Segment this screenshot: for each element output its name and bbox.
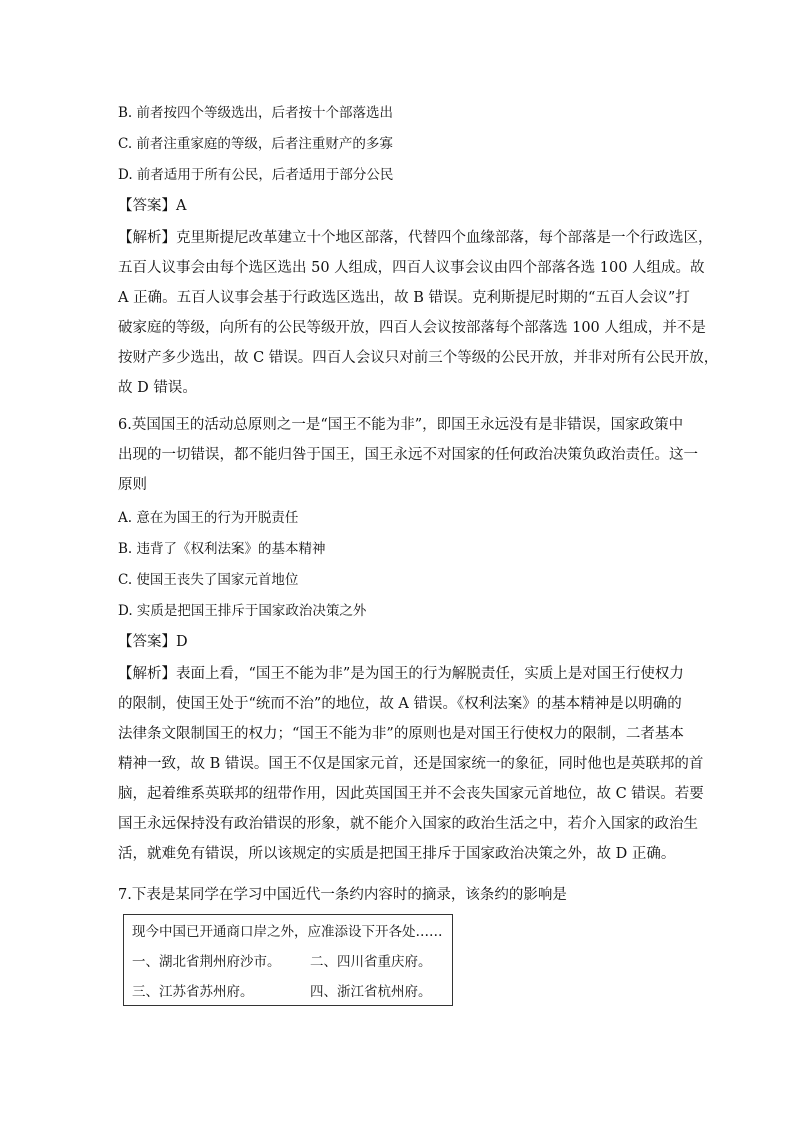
table-row [124, 945, 453, 975]
q6-answer [118, 632, 188, 652]
analysis-line: 国王永远保持没有政治错误的形象，就不能介入国家的政治生活之中，若介入国家的政治生 [118, 816, 698, 832]
q6-option-a: A. 意在为国王的行为开脱责任 [118, 510, 299, 526]
stem-line: 6.英国国王的活动总原则之一是“国王不能为非”，即国王永远没有是非错误，国家政策中 [118, 417, 684, 433]
q5-analysis [118, 223, 719, 403]
analysis-line: 法律条文限制国王的权力；“国王不能为非”的原则也是对国王行使权力的限制，二者基本 [118, 726, 684, 742]
analysis-label: 【解析】 [118, 230, 176, 246]
q6-option-b: B. 违背了《权利法案》的基本精神 [118, 541, 326, 557]
stem-line: 出现的一切错误，都不能归咎于国王，国王永远不对国家的任何政治决策负政治责任。这一 [118, 447, 698, 463]
table-cell: 一、湖北省荆州府沙市。 [132, 954, 281, 970]
analysis-line: 破家庭的等级，向所有的公民等级开放，四百人会议按部落每个部落选 100 人组成，并不是 [118, 320, 706, 336]
table-row [124, 915, 453, 946]
answer-label: 【答案】 [118, 634, 176, 650]
table-cell: 二、四川省重庆府。 [310, 954, 432, 970]
answer-label: 【答案】 [118, 198, 176, 214]
table-row [124, 975, 453, 1006]
analysis-line: 精神一致，故 B 错误。国王不仅是国家元首，还是国家统一的象征，同时他也是英联邦的首 [118, 756, 704, 772]
analysis-label: 【解析】 [118, 666, 176, 682]
treaty-excerpt-table [123, 914, 453, 1006]
analysis-line: 故 D 错误。 [118, 380, 197, 396]
q6-analysis [118, 659, 704, 869]
analysis-line: 活，就难免有错误，所以该规定的实质是把国王排斥于国家政治决策之外，故 D 正确。 [118, 846, 676, 862]
q5-option-c: C. 前者注重家庭的等级，后者注重财产的多寡 [118, 136, 393, 152]
analysis-line: 【解析】表面上看，“国王不能为非”是为国王的行为解脱责任，实质上是对国王行使权力 [118, 666, 684, 682]
answer-value: A [176, 198, 187, 214]
analysis-line: 脑，起着维系英联邦的纽带作用，因此英国国王并不会丧失国家元首地位，故 C 错误。若要 [118, 786, 704, 802]
table-header-cell: 现今中国已开通商口岸之外，应准添设下开各处…… [132, 924, 443, 940]
table-cell: 四、浙江省杭州府。 [310, 984, 432, 1000]
q5-option-d: D. 前者适用于所有公民，后者适用于部分公民 [118, 167, 394, 183]
analysis-line: 【解析】克里斯提尼改革建立十个地区部落，代替四个血缘部落，每个部落是一个行政选区， [118, 230, 713, 246]
answer-value: D [176, 634, 188, 650]
analysis-line: 按财产多少选出，故 C 错误。四百人会议只对前三个等级的公民开放，并非对所有公民开放， [118, 350, 719, 366]
q6-option-c: C. 使国王丧失了国家元首地位 [118, 572, 299, 588]
stem-line: 原则 [118, 477, 147, 493]
analysis-line: 的限制，使国王处于“统而不治”的地位，故 A 错误。《权利法案》的基本精神是以明确的 [118, 696, 682, 712]
q5-option-b: B. 前者按四个等级选出，后者按十个部落选出 [118, 105, 394, 121]
q7-stem: 7.下表是某同学在学习中国近代一条约内容时的摘录，该条约的影响是 [118, 887, 567, 903]
q6-option-d: D. 实质是把国王排斥于国家政治决策之外 [118, 603, 367, 619]
table-cell: 三、江苏省苏州府。 [132, 984, 254, 1000]
q6-stem [118, 410, 698, 500]
analysis-line: 五百人议事会由每个选区选出 50 人组成，四百人议事会议由四个部落各选 100 人组成。故 [118, 260, 705, 276]
q5-answer [118, 196, 186, 216]
analysis-line: A 正确。五百人议事会基于行政选区选出，故 B 错误。克利斯提尼时期的“五百人会议”打 [118, 290, 690, 306]
